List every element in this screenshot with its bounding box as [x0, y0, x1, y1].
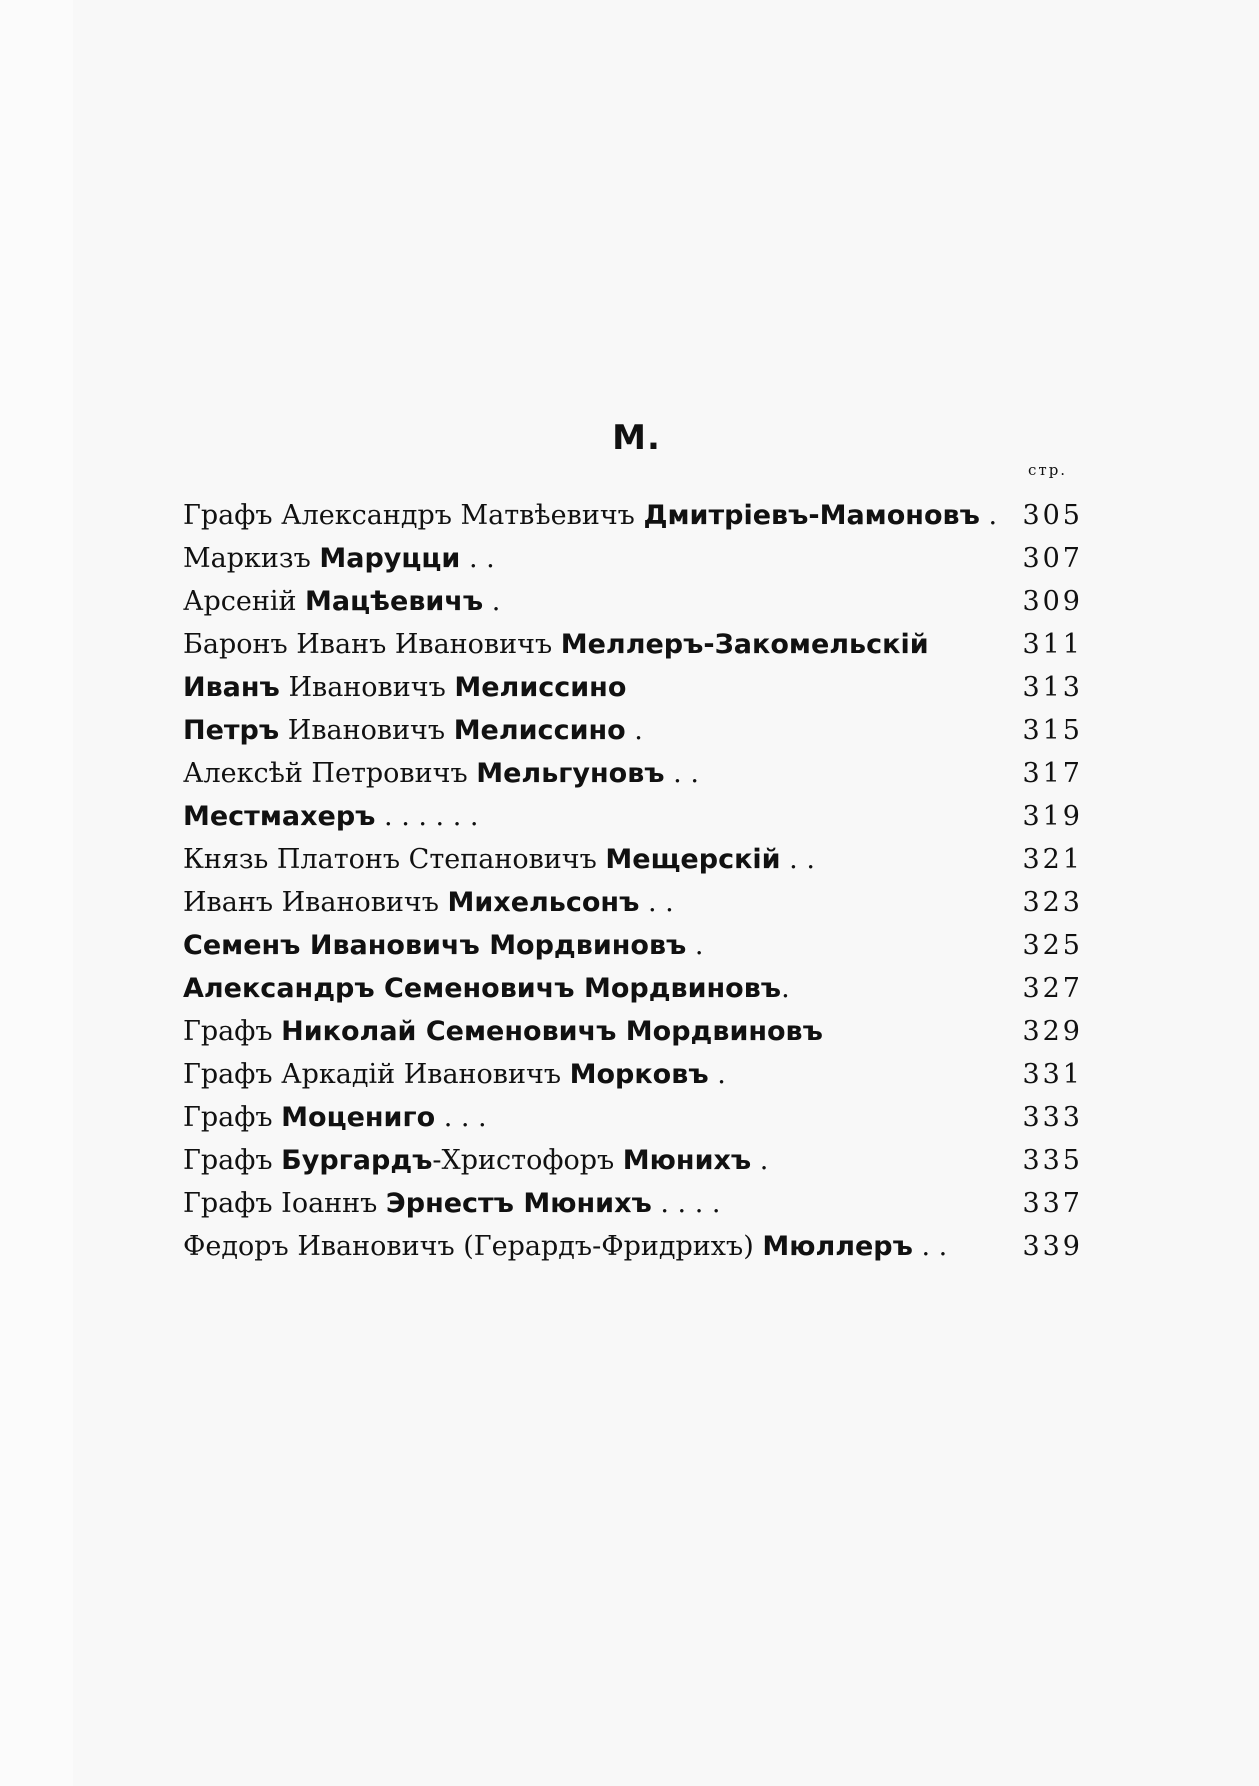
person-name: Александръ Семеновичъ Мордвиновъ — [183, 973, 782, 1004]
person-name: Моцениго — [281, 1102, 436, 1133]
person-name: Бургардъ — [281, 1145, 433, 1176]
toc-entry-title: Петръ Ивановичъ Мелиссино . — [183, 715, 643, 746]
toc-entry-title: Баронъ Иванъ Ивановичъ Меллеръ-Закомельскій — [183, 629, 929, 660]
toc-entry-title: Местмахеръ . . . . . . — [183, 801, 479, 832]
toc-entry-title: Маркизъ Маруцци . . — [183, 543, 495, 574]
page-number: 317 — [1022, 758, 1083, 789]
toc-entry[interactable] — [183, 795, 1083, 838]
page-number: 319 — [1022, 801, 1083, 832]
person-name: Дмитріевъ-Мамоновъ — [643, 500, 980, 531]
toc-entry[interactable] — [183, 967, 1083, 1010]
toc-entry-title: Алексѣй Петровичъ Мельгуновъ . . — [183, 758, 699, 789]
person-name: Мацѣевичъ — [305, 586, 484, 617]
person-name: Иванъ — [183, 672, 280, 703]
toc-entry-title: Графъ Моцениго . . . — [183, 1102, 487, 1133]
person-surname: Мелиссино — [454, 672, 627, 703]
page-number: 327 — [1022, 973, 1083, 1004]
toc-entry[interactable] — [183, 537, 1083, 580]
toc-entry[interactable] — [183, 580, 1083, 623]
person-name: Мельгуновъ — [476, 758, 665, 789]
person-name: Эрнестъ Мюнихъ — [385, 1188, 652, 1219]
toc-entry-title: Графъ Александръ Матвѣевичъ Дмитріевъ-Мамоновъ . — [183, 500, 998, 531]
toc-entry[interactable] — [183, 752, 1083, 795]
toc-entry[interactable] — [183, 1053, 1083, 1096]
toc-entry[interactable] — [183, 494, 1083, 537]
person-name: Морковъ — [569, 1059, 709, 1090]
toc-entry-title: Семенъ Ивановичъ Мордвиновъ . — [183, 930, 704, 961]
toc-entry-title: Графъ Николай Семеновичъ Мордвиновъ — [183, 1016, 823, 1047]
page-number: 321 — [1022, 844, 1083, 875]
page-number: 333 — [1022, 1102, 1083, 1133]
page-number: 313 — [1022, 672, 1083, 703]
person-name: Петръ — [183, 715, 280, 746]
toc-list — [183, 494, 1083, 1268]
toc-entry[interactable] — [183, 666, 1083, 709]
person-name: Николай Семеновичъ Мордвиновъ — [281, 1016, 823, 1047]
page-number: 305 — [1022, 500, 1083, 531]
page-number: 307 — [1022, 543, 1083, 574]
toc-entry[interactable] — [183, 838, 1083, 881]
page-number: 309 — [1022, 586, 1083, 617]
toc-entry-title: Иванъ Ивановичъ Михельсонъ . . — [183, 887, 674, 918]
toc-entry-title: Иванъ Ивановичъ Мелиссино — [183, 672, 627, 703]
toc-entry[interactable] — [183, 924, 1083, 967]
page-column-label: стр. — [1028, 461, 1068, 479]
person-name: Мюллеръ — [762, 1231, 913, 1262]
toc-entry[interactable] — [183, 881, 1083, 924]
page-number: 335 — [1022, 1145, 1083, 1176]
toc-entry[interactable] — [183, 1096, 1083, 1139]
toc-entry-title: Графъ Аркадій Ивановичъ Морковъ . — [183, 1059, 726, 1090]
toc-entry[interactable] — [183, 1182, 1083, 1225]
toc-entry-title: Графъ Бургардъ-Христофоръ Мюнихъ . — [183, 1145, 769, 1176]
toc-entry-title: Графъ Іоаннъ Эрнестъ Мюнихъ . . . . — [183, 1188, 721, 1219]
page-number: 337 — [1022, 1188, 1083, 1219]
toc-entry[interactable] — [183, 623, 1083, 666]
toc-entry[interactable] — [183, 1225, 1083, 1268]
toc-entry[interactable] — [183, 1139, 1083, 1182]
person-name: Маруцци — [319, 543, 461, 574]
toc-entry-title: Князь Платонъ Степановичъ Мещерскій . . — [183, 844, 815, 875]
page-number: 331 — [1022, 1059, 1083, 1090]
toc-entry[interactable] — [183, 709, 1083, 752]
page-number: 315 — [1022, 715, 1083, 746]
person-name: Меллеръ-Закомельскій — [560, 629, 929, 660]
person-name: Михельсонъ — [447, 887, 640, 918]
section-letter-heading: М. — [612, 418, 661, 458]
toc-entry[interactable] — [183, 1010, 1083, 1053]
toc-entry-title: Александръ Семеновичъ Мордвиновъ. — [183, 973, 790, 1004]
person-name: Местмахеръ — [183, 801, 376, 832]
page-number: 339 — [1022, 1231, 1083, 1262]
person-surname: Мелиссино — [453, 715, 626, 746]
page-number: 311 — [1022, 629, 1083, 660]
page-number: 329 — [1022, 1016, 1083, 1047]
page-number: 323 — [1022, 887, 1083, 918]
toc-entry-title: Федоръ Ивановичъ (Герардъ-Фридрихъ) Мюллеръ . . — [183, 1231, 948, 1262]
person-name: Мещерскій — [605, 844, 781, 875]
page-number: 325 — [1022, 930, 1083, 961]
toc-entry-title: Арсеній Мацѣевичъ . — [183, 586, 501, 617]
person-name: Семенъ Ивановичъ Мордвиновъ — [183, 930, 687, 961]
person-surname: Мюнихъ — [622, 1145, 752, 1176]
